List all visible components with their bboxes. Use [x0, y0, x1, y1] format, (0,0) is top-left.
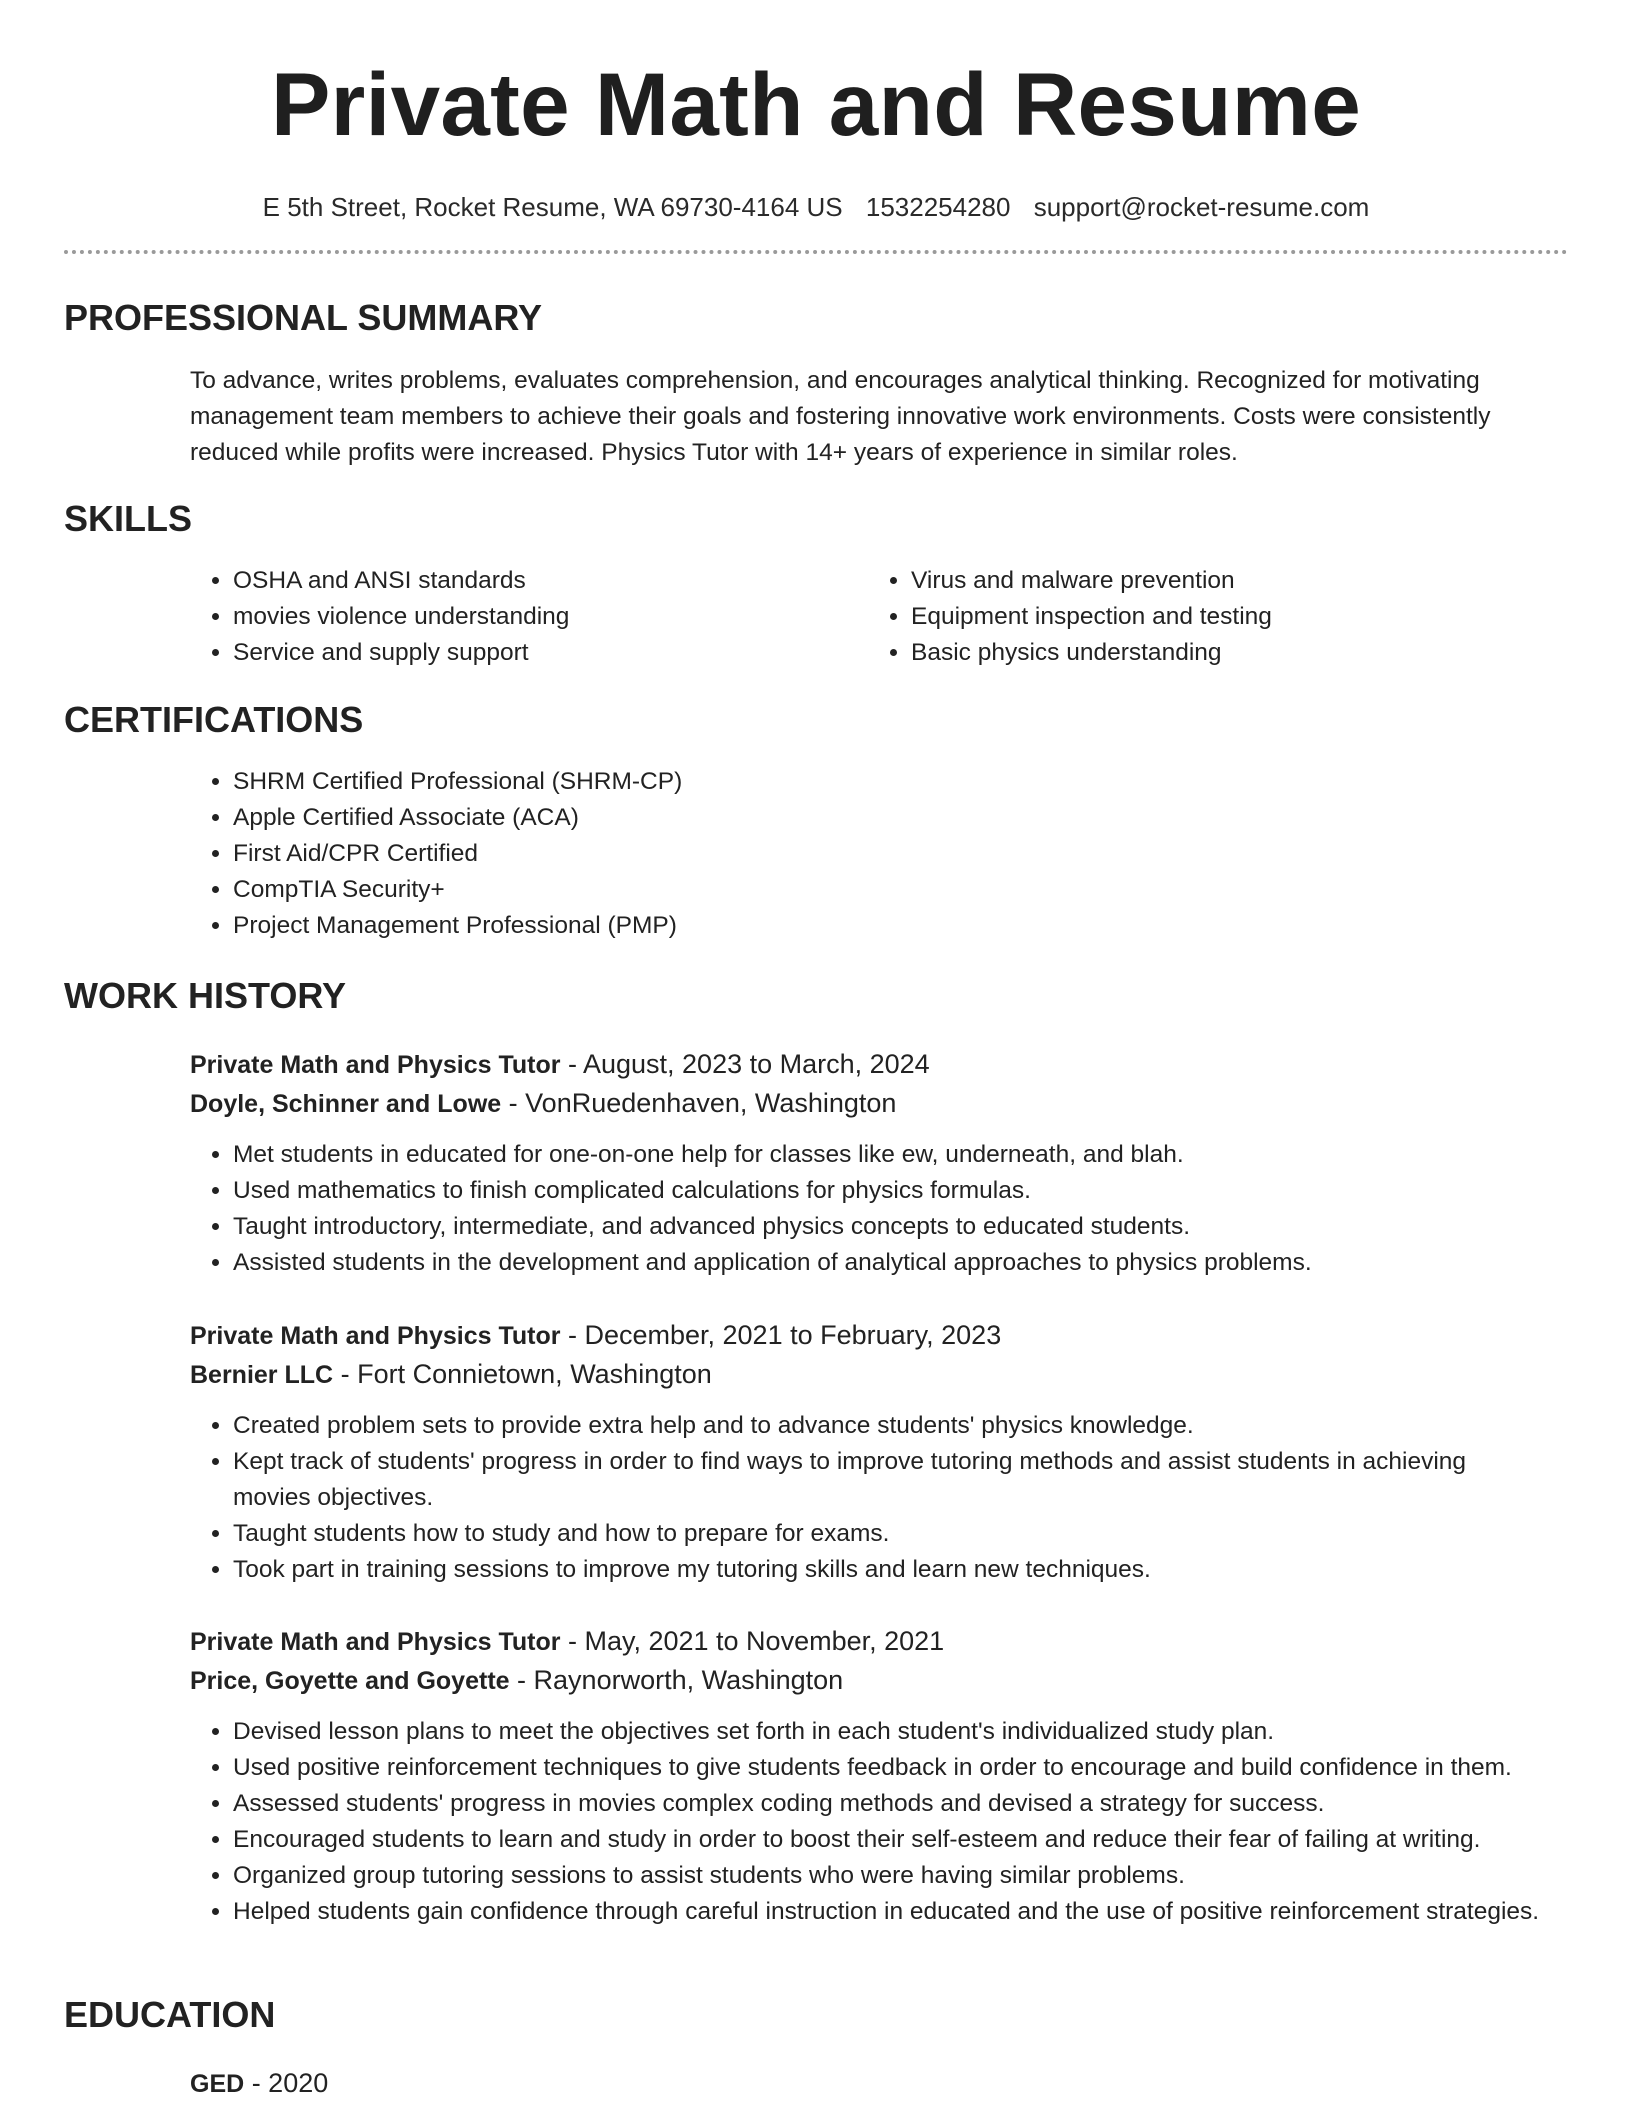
skills-list: [190, 563, 1540, 671]
job-duties: [190, 1408, 1540, 1588]
job-duty: • Devised lesson plans to meet the objectives set forth in each student's individualized study plan.: [233, 1714, 1540, 1750]
education-degree: GED: [190, 2070, 245, 2098]
job-duty: • Created problem sets to provide extra help and to advance students' physics knowledge.: [233, 1408, 1540, 1444]
contact-line: [0, 190, 1632, 224]
contact-address: E 5th Street, Rocket Resume, WA 69730-4164 US: [262, 192, 843, 222]
certification-item: • SHRM Certified Professional (SHRM-CP): [233, 764, 1540, 800]
job-entry: [190, 1045, 1540, 1281]
skill-item: • OSHA and ANSI standards: [233, 563, 868, 599]
job-role: Private Math and Physics Tutor: [190, 1628, 561, 1656]
certifications-heading: CERTIFICATIONS: [64, 699, 364, 740]
job-duty: • Used mathematics to finish complicated calculations for physics formulas.: [233, 1173, 1540, 1209]
skill-item: • movies violence understanding: [233, 599, 868, 635]
job-location: - Fort Connietown, Washington: [333, 1359, 712, 1389]
job-duty: • Took part in training sessions to improve my tutoring skills and learn new techniques.: [233, 1552, 1540, 1588]
job-company: Bernier LLC: [190, 1361, 334, 1389]
skills-heading: SKILLS: [64, 498, 193, 539]
skill-item: • Equipment inspection and testing: [911, 599, 1546, 635]
certifications-list: [190, 764, 1540, 944]
resume-header: [0, 0, 1632, 224]
candidate-name: Private Math and Resume: [270, 54, 1362, 154]
job-entry: [190, 1316, 1540, 1588]
job-duty: • Assisted students in the development and application of analytical approaches to physics problems.: [233, 1245, 1540, 1281]
skill-item: • Basic physics understanding: [911, 635, 1546, 671]
job-dates: - December, 2021 to February, 2023: [560, 1320, 1002, 1350]
job-location: - Raynorworth, Washington: [509, 1665, 844, 1695]
education-entry: [190, 2064, 1540, 2103]
skill-item: • Service and supply support: [233, 635, 868, 671]
education-year: - 2020: [244, 2068, 329, 2098]
job-title-line: [190, 1045, 1540, 1084]
job-duties: [190, 1137, 1540, 1281]
job-duty: • Used positive reinforcement techniques to give students feedback in order to encourage and build confidence in them.: [233, 1750, 1540, 1786]
header-divider: [64, 250, 1568, 254]
job-role: Private Math and Physics Tutor: [190, 1322, 561, 1350]
job-dates: - May, 2021 to November, 2021: [560, 1626, 945, 1656]
job-company: Price, Goyette and Goyette: [190, 1667, 510, 1695]
summary-heading: PROFESSIONAL SUMMARY: [64, 297, 543, 338]
job-entry: [190, 1622, 1540, 1930]
certification-item: • Project Management Professional (PMP): [233, 908, 1540, 944]
job-duty: • Met students in educated for one-on-one help for classes like ew, underneath, and blah.: [233, 1137, 1540, 1173]
skill-item: • Virus and malware prevention: [911, 563, 1546, 599]
work-history-heading: WORK HISTORY: [64, 975, 347, 1016]
education-heading: EDUCATION: [64, 1994, 276, 2035]
job-role: Private Math and Physics Tutor: [190, 1051, 561, 1079]
job-duty: • Encouraged students to learn and study in order to boost their self-esteem and reduce their fear of failing at writing.: [233, 1822, 1540, 1858]
contact-email: support@rocket-resume.com: [1033, 192, 1370, 222]
certification-item: • First Aid/CPR Certified: [233, 836, 1540, 872]
job-duty: • Kept track of students' progress in order to find ways to improve tutoring methods and assist students in achieving movies objectives.: [233, 1444, 1540, 1516]
job-location: - VonRuedenhaven, Washington: [501, 1088, 897, 1118]
job-company-line: [190, 1661, 1540, 1700]
job-dates: - August, 2023 to March, 2024: [560, 1049, 930, 1079]
job-title-line: [190, 1316, 1540, 1355]
job-duty: • Assessed students' progress in movies complex coding methods and devised a strategy for success.: [233, 1786, 1540, 1822]
job-duty: • Taught introductory, intermediate, and advanced physics concepts to educated students.: [233, 1209, 1540, 1245]
job-duty: • Organized group tutoring sessions to assist students who were having similar problems.: [233, 1858, 1540, 1894]
job-duty: • Taught students how to study and how to prepare for exams.: [233, 1516, 1540, 1552]
contact-phone: 1532254280: [865, 192, 1011, 222]
job-company-line: [190, 1355, 1540, 1394]
job-duties: [190, 1714, 1540, 1930]
job-title-line: [190, 1622, 1540, 1661]
summary-text: To advance, writes problems, evaluates comprehension, and encourages analytical thinking. Recognized for motivating management team members to achieve their goals and fostering innovative work environments. Costs were consistently reduced while profits were increased. Physics Tutor with 14+ years of experience in similar roles.: [190, 367, 1491, 466]
job-company-line: [190, 1084, 1540, 1123]
certification-item: • Apple Certified Associate (ACA): [233, 800, 1540, 836]
skills-column-right: [868, 563, 1546, 671]
job-company: Doyle, Schinner and Lowe: [190, 1090, 502, 1118]
job-duty: • Helped students gain confidence through careful instruction in educated and the use of positive reinforcement strategies.: [233, 1894, 1540, 1930]
certification-item: • CompTIA Security+: [233, 872, 1540, 908]
skills-column-left: [190, 563, 868, 671]
